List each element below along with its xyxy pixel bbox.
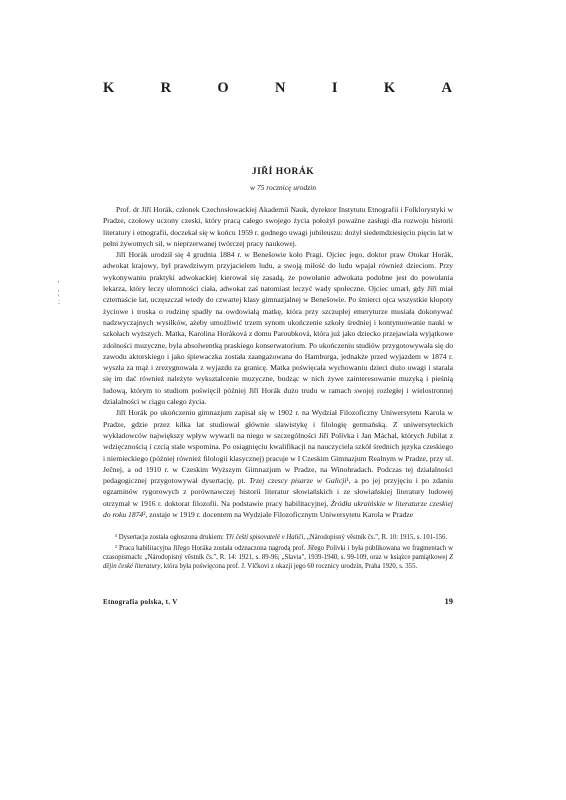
paragraph-text: ², zostaje w 1919 r. docentem na Wydziale Filozoficznym Uniwersytetu Karola w Pradze [143, 510, 414, 520]
margin-marks [58, 280, 60, 307]
article-title: JIŘÍ HORÁK [251, 167, 315, 177]
page-number: 19 [444, 596, 453, 606]
page-footer [103, 596, 453, 606]
footnote-divider [103, 527, 453, 528]
footnote [103, 544, 453, 571]
article-body [103, 204, 453, 520]
journal-name: Etnografia polska, t. V [103, 598, 178, 606]
section-heading [103, 80, 453, 97]
article-subtitle: w 75 rocznicę urodzin [250, 183, 316, 192]
footnote-italic: Z dějin české literatury [103, 554, 453, 570]
footnote [103, 533, 453, 542]
paragraph: Jiří Horák urodził się 4 grudnia 1884 r. w Benešowie koło Pragi. Ojciec jego, doktor praw Otokar Horák, adwokat krajowy, był prawdziwym przyjacielem ludu, a swoją miłość do ludu wpajał również dzieciom. Przy wykonywaniu praktyki adwokackiej kierował się zasadą, że powołanie adwokata podobne jest do powołania lekarza, który leczy ułomności ciała, adwokat zaś natomiast leczyć wady społeczne. Ojciec umarł, gdy Jiří miał czternaście lat, uczęszczał wtedy do czwartej klasy gimnazjalnej w Benešowie. Po śmierci ojca wszystkie kłopoty życiowe i troska o rodzinę spadły na owdowiałą matkę, która przy szczupłej emeryturze musiała dokonywać nadzwyczajnych wysiłków, ażeby umożliwić trzem synom ukończenie szkoły średniej i kontynuowanie nauki w szkołach wyższych. Matka, Karolina Horáková z domu Paroubková, która już jako dziecko przejawiała wyjątkowe zdolności muzyczne, była absolwentką praskiego konserwatorium. Po ukończeniu studiów przygotowywała się do zawodu aktorskiego i jako śpiewaczka została zaangażowana do Hamburga, jednakże przed wyjazdem w 1874 r. wyszła za mąż i zrezygnowała z wyjazdu za granicę. Matka poświęcała wychowaniu dzieci dużo uwagi i starała się im dać również należyte wykształcenie muzyczne, budząc w nich żywe zainteresowanie muzyką i pieśnią ludową, którym to studiom poświęcił później Jiří Horák dużo trudu w ramach swojej rozległej i wielostronnej działalności w ciągu całego życia. [103, 250, 453, 407]
footnote-text: ² Praca habilitacyjna Jiřego Horáka została odznaczona nagrodą prof. Jiřego Polívki i była publikowana we fragmentach w czasopismach: „Národopisný věstník čs.", R. 14: 1921, s. 89-96; „Slavia", 1939-1940, s. 99-109, oraz w książce pamiątkowej [103, 545, 453, 561]
section-letter: R [160, 80, 173, 96]
footnote-italic: Tři čeští spisovatelé v Haliči [225, 534, 304, 541]
section-letter: K [103, 80, 116, 96]
footnote-text: ¹ Dysertacja została ogłoszona drukiem: [115, 534, 226, 541]
section-letter: N [275, 80, 287, 96]
footnote-text: , która była poświęcona prof. J. Vlčkovi z okazji jego 60 rocznicy urodzin, Praha 1920, s. 355. [160, 563, 418, 570]
section-letter: I [331, 80, 339, 96]
margin-mark: : [58, 298, 60, 306]
footnote-text: , „Národopisný věstník čs.", R. 10: 1915, s. 101-156. [303, 534, 448, 541]
paragraph-text: Jiří Horák po ukończeniu gimnazjum zapisał się w 1902 r. na Wydział Filozoficzny Uniwersytetu Karola w Pradze, gdzie przez kilka lat studiował głównie slawistykę i filologię germańską. Z uniwersyteckich wykładowców największy wpływ wywarli na niego w szczególności Jiří Polívka i Jan Máchal, których Jubilat z wdzięcznością i czcią stale wspomina. Po osiągnięciu kwalifikacji na nauczyciela szkół średnich języka czeskiego i niemieckiego (później również filologii klasycznej) pracuje w I Czeskim Gimnazjum Realnym w Pradze, przy ul. Ječnej, a od 1910 r. w Czeskim Wyższym Gimnazjum w Pradze, na Winohradach. Podczas tej działalności pedagogicznej przygotowywał dysertację, pt. [103, 408, 453, 486]
section-letter: A [441, 80, 453, 96]
margin-mark: ¦ [58, 289, 60, 297]
paragraph: Prof. dr Jiří Horák, członek Czechosłowackiej Akademii Nauk, dyrektor Instytutu Etnografii i Folklorystyki w Pradze, czołowy uczony czeski, który pracą całego swojego życia położył poważne zasługi dla rozwoju historii literatury i etnografii, doczekał się w końcu 1959 r. godnego uwagi jubileuszu: dożył siedemdziesięciu pięciu lat w pełni żywotnych sił, w nieprzerwanej twórczej pracy naukowej. [103, 205, 453, 248]
section-letter: O [217, 80, 230, 96]
footnotes [103, 533, 453, 573]
paragraph [103, 407, 453, 520]
section-letter: K [383, 80, 397, 96]
italic-title: Źródła ukraińskie w literaturze czeskiej do roku 1874 [103, 498, 453, 520]
paragraph-text: ¹, a po jej przyjęciu i po zdaniu egzaminów rygorowych z porównawczej historii literatur słowiańskich i ze słowiańskiej literatury ludowej otrzymał w 1916 r. doktorat filozofii. Na podstawie pracy habilitacyjnej, [103, 476, 454, 508]
italic-title: Trzej czescy pisarze w Galicji [249, 476, 347, 486]
margin-mark: ' [58, 280, 60, 288]
